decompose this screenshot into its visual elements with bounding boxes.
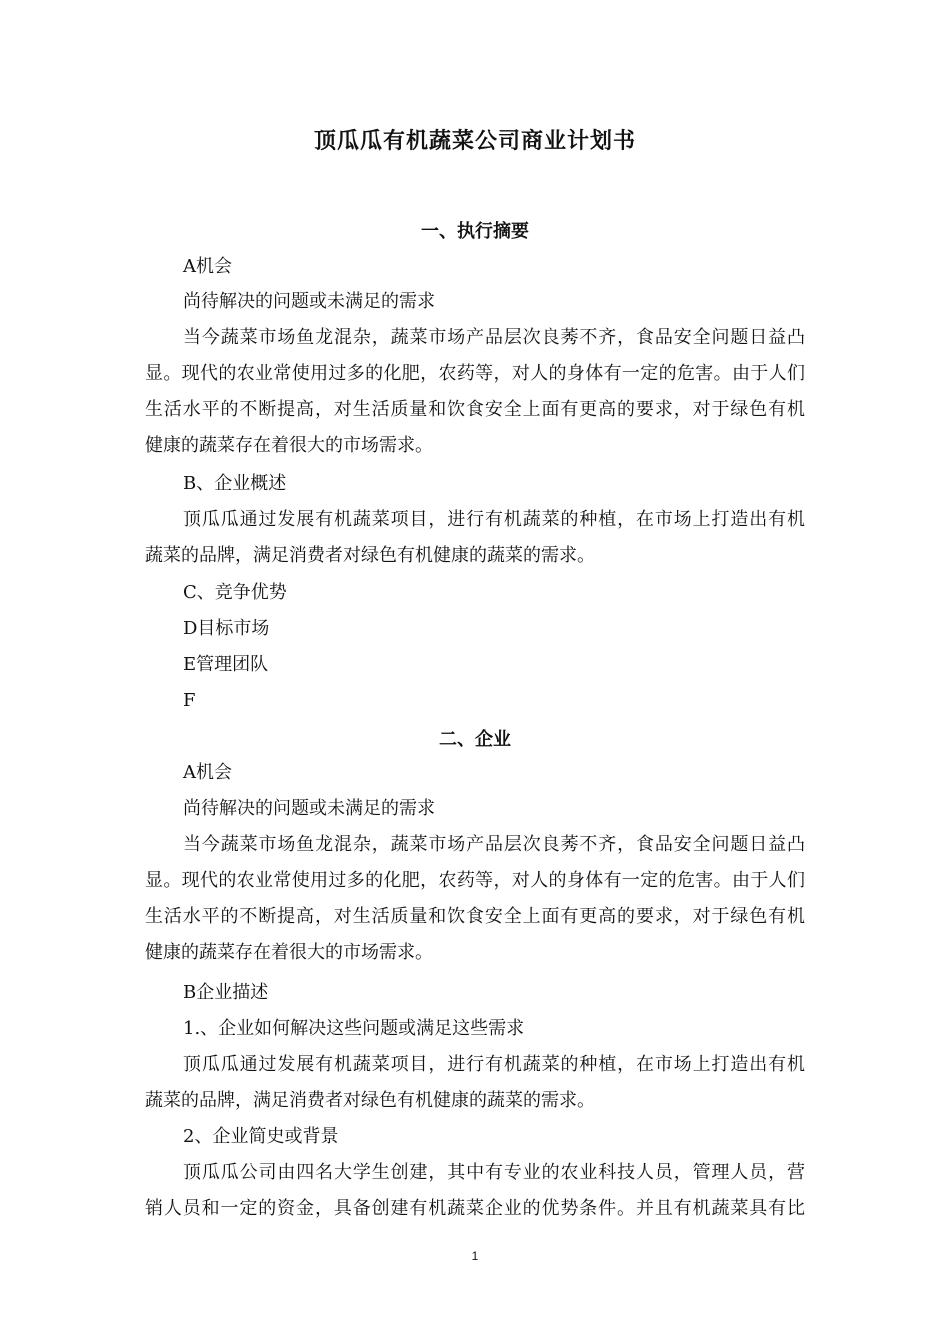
subsection-subtitle: 尚待解决的问题或未满足的需求: [183, 291, 435, 312]
paragraph-line: 蔬菜的品牌，满足消费者对绿色有机健康的蔬菜的需求。: [145, 545, 595, 566]
paragraph-line: 当今蔬菜市场鱼龙混杂，蔬菜市场产品层次良莠不齐，食品安全问题日益凸: [183, 834, 805, 855]
paragraph-line: 顶瓜瓜公司由四名大学生创建，其中有专业的农业科技人员，管理人员，营: [183, 1162, 805, 1183]
paragraph-line: 顶瓜瓜通过发展有机蔬菜项目，进行有机蔬菜的种植，在市场上打造出有机: [183, 1054, 805, 1075]
paragraph-line: 生活水平的不断提高，对生活质量和饮食安全上面有更高的要求，对于绿色有机: [145, 906, 805, 927]
subsection-label: B、企业概述: [183, 473, 287, 494]
paragraph-line: 健康的蔬菜存在着很大的市场需求。: [145, 435, 433, 456]
section-heading-enterprise: 二、企业: [439, 729, 511, 750]
paragraph-line: 当今蔬菜市场鱼龙混杂，蔬菜市场产品层次良莠不齐，食品安全问题日益凸: [183, 327, 805, 348]
paragraph-line: 蔬菜的品牌，满足消费者对绿色有机健康的蔬菜的需求。: [145, 1090, 595, 1111]
subsection-label: B企业描述: [183, 982, 269, 1003]
subsection-label: 2、企业简史或背景: [183, 1126, 339, 1147]
subsection-label: D目标市场: [183, 618, 270, 639]
page-number: 1: [471, 1249, 479, 1263]
paragraph-line: 显。现代的农业常使用过多的化肥，农药等，对人的身体有一定的危害。由于人们: [145, 870, 805, 891]
paragraph-line: 生活水平的不断提高，对生活质量和饮食安全上面有更高的要求，对于绿色有机: [145, 399, 805, 420]
paragraph-line: 显。现代的农业常使用过多的化肥，农药等，对人的身体有一定的危害。由于人们: [145, 363, 805, 384]
paragraph-line: 顶瓜瓜通过发展有机蔬菜项目，进行有机蔬菜的种植，在市场上打造出有机: [183, 509, 805, 530]
document-title: 顶瓜瓜有机蔬菜公司商业计划书: [313, 128, 636, 154]
subsection-label: A机会: [183, 762, 232, 783]
subsection-label: 1.、企业如何解决这些问题或满足这些需求: [183, 1018, 525, 1039]
subsection-label: E管理团队: [183, 654, 269, 675]
section-heading-executive-summary: 一、执行摘要: [421, 221, 529, 242]
subsection-label: C、竞争优势: [183, 582, 287, 603]
subsection-label: A机会: [183, 256, 232, 277]
paragraph-line: 健康的蔬菜存在着很大的市场需求。: [145, 942, 433, 963]
subsection-label: F: [183, 690, 196, 711]
paragraph-line: 销人员和一定的资金，具备创建有机蔬菜企业的优势条件。并且有机蔬菜具有比: [145, 1198, 805, 1219]
subsection-subtitle: 尚待解决的问题或未满足的需求: [183, 798, 435, 819]
